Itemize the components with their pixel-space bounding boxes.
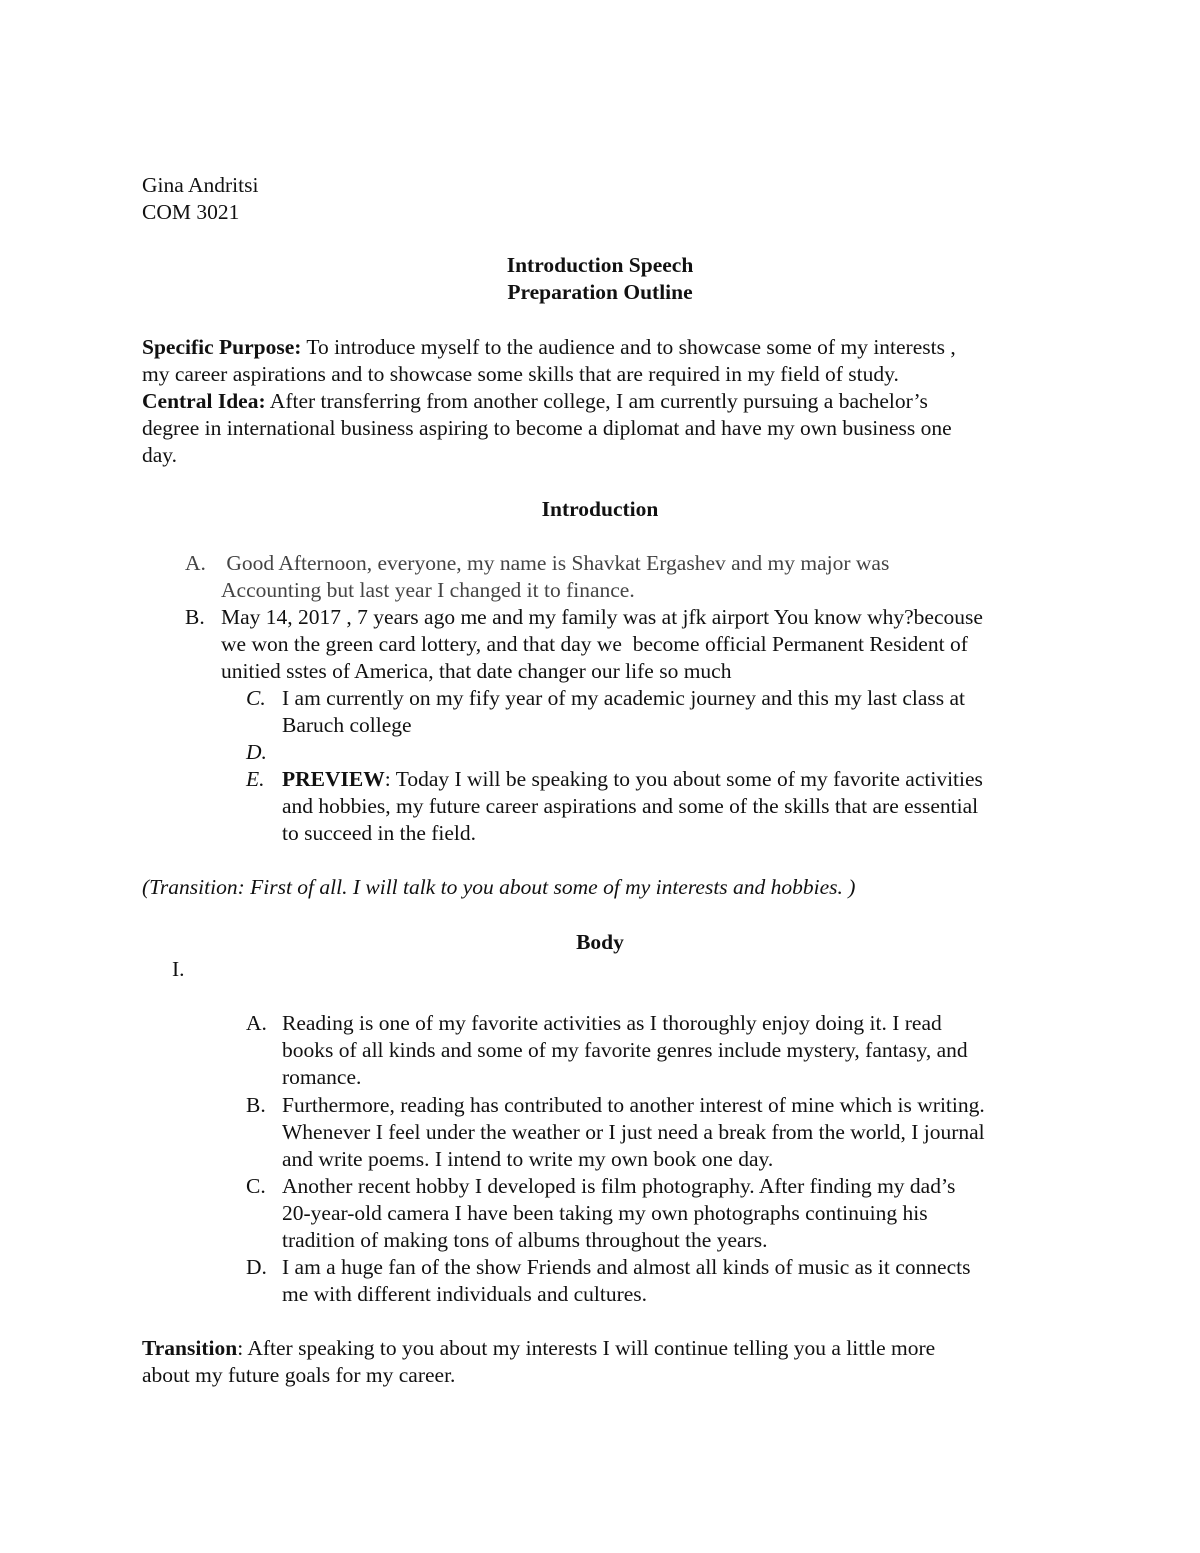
list-item-text: I am currently on my fify year of my academic journey and this my last class at bbox=[282, 686, 966, 710]
list-item-text: and write poems. I intend to write my own book one day. bbox=[282, 1147, 774, 1171]
central-idea-text-2: degree in international business aspiring to become a diplomat and have my own business one bbox=[142, 416, 952, 440]
transition-second bbox=[142, 1335, 935, 1362]
list-label: B. bbox=[246, 1093, 266, 1117]
specific-purpose-text-2: my career aspirations and to showcase some skills that are required in my field of study. bbox=[142, 362, 899, 386]
list-item-text: books of all kinds and some of my favorite genres include mystery, fantasy, and bbox=[282, 1038, 968, 1062]
list-label: A. bbox=[185, 551, 206, 575]
central-idea-text: After transferring from another college, I am currently pursuing a bachelor’s bbox=[265, 389, 928, 413]
document-subtitle: Preparation Outline bbox=[507, 280, 693, 304]
list-item-text: me with different individuals and cultures. bbox=[282, 1282, 648, 1306]
transition-text: : After speaking to you about my interests I will continue telling you a little more bbox=[237, 1336, 936, 1360]
transition-first: (Transition: First of all. I will talk to you about some of my interests and hobbies. ) bbox=[142, 875, 856, 899]
specific-purpose-label: Specific Purpose: bbox=[142, 335, 302, 359]
list-item-text: we won the green card lottery, and that day we become official Permanent Resident of bbox=[221, 632, 968, 656]
list-item-text: romance. bbox=[282, 1065, 362, 1089]
list-item-text: Furthermore, reading has contributed to another interest of mine which is writing. bbox=[282, 1093, 985, 1117]
list-label: A. bbox=[246, 1011, 267, 1035]
central-idea-label: Central Idea: bbox=[142, 389, 266, 413]
list-item-text: Baruch college bbox=[282, 713, 412, 737]
central-idea-text-3: day. bbox=[142, 443, 178, 467]
list-item-text: Reading is one of my favorite activities as I thoroughly enjoy doing it. I read bbox=[282, 1011, 942, 1035]
list-label: C. bbox=[246, 686, 266, 710]
list-label: D. bbox=[246, 740, 267, 764]
list-item-text: and hobbies, my future career aspirations and some of the skills that are essential bbox=[282, 794, 979, 818]
roman-numeral-one: I. bbox=[172, 957, 185, 981]
body-heading: Body bbox=[576, 930, 624, 954]
list-item-text: unitied sstes of America, that date changer our life so much bbox=[221, 659, 732, 683]
list-item-text: Good Afternoon, everyone, my name is Shavkat Ergashev and my major was bbox=[221, 551, 890, 575]
list-item-text: Another recent hobby I developed is film photography. After finding my dad’s bbox=[282, 1174, 956, 1198]
list-item-text: to succeed in the field. bbox=[282, 821, 477, 845]
list-label: C. bbox=[246, 1174, 266, 1198]
introduction-heading: Introduction bbox=[541, 497, 659, 521]
transition-label: Transition bbox=[142, 1336, 238, 1360]
list-label: E. bbox=[246, 767, 265, 791]
preview-line bbox=[282, 766, 983, 793]
transition-text-2: about my future goals for my career. bbox=[142, 1363, 456, 1387]
list-item-text: 20-year-old camera I have been taking my own photographs continuing his bbox=[282, 1201, 928, 1225]
specific-purpose-line bbox=[142, 334, 956, 361]
list-item-text: I am a huge fan of the show Friends and almost all kinds of music as it connects bbox=[282, 1255, 971, 1279]
list-item-text: : Today I will be speaking to you about some of my favorite activities bbox=[384, 767, 983, 791]
document-title: Introduction Speech bbox=[506, 253, 694, 277]
author-name: Gina Andritsi bbox=[142, 173, 259, 197]
list-label: D. bbox=[246, 1255, 267, 1279]
list-label: B. bbox=[185, 605, 205, 629]
specific-purpose-text: To introduce myself to the audience and to showcase some of my interests , bbox=[301, 335, 956, 359]
list-item-text: Accounting but last year I changed it to finance. bbox=[221, 578, 635, 602]
preview-label: PREVIEW bbox=[282, 767, 385, 791]
list-item-text: Whenever I feel under the weather or I just need a break from the world, I journal bbox=[282, 1120, 985, 1144]
central-idea-line bbox=[142, 388, 928, 415]
course-code: COM 3021 bbox=[142, 200, 240, 224]
list-item-text: May 14, 2017 , 7 years ago me and my family was at jfk airport You know why?becouse bbox=[221, 605, 983, 629]
list-item-text: tradition of making tons of albums throughout the years. bbox=[282, 1228, 768, 1252]
